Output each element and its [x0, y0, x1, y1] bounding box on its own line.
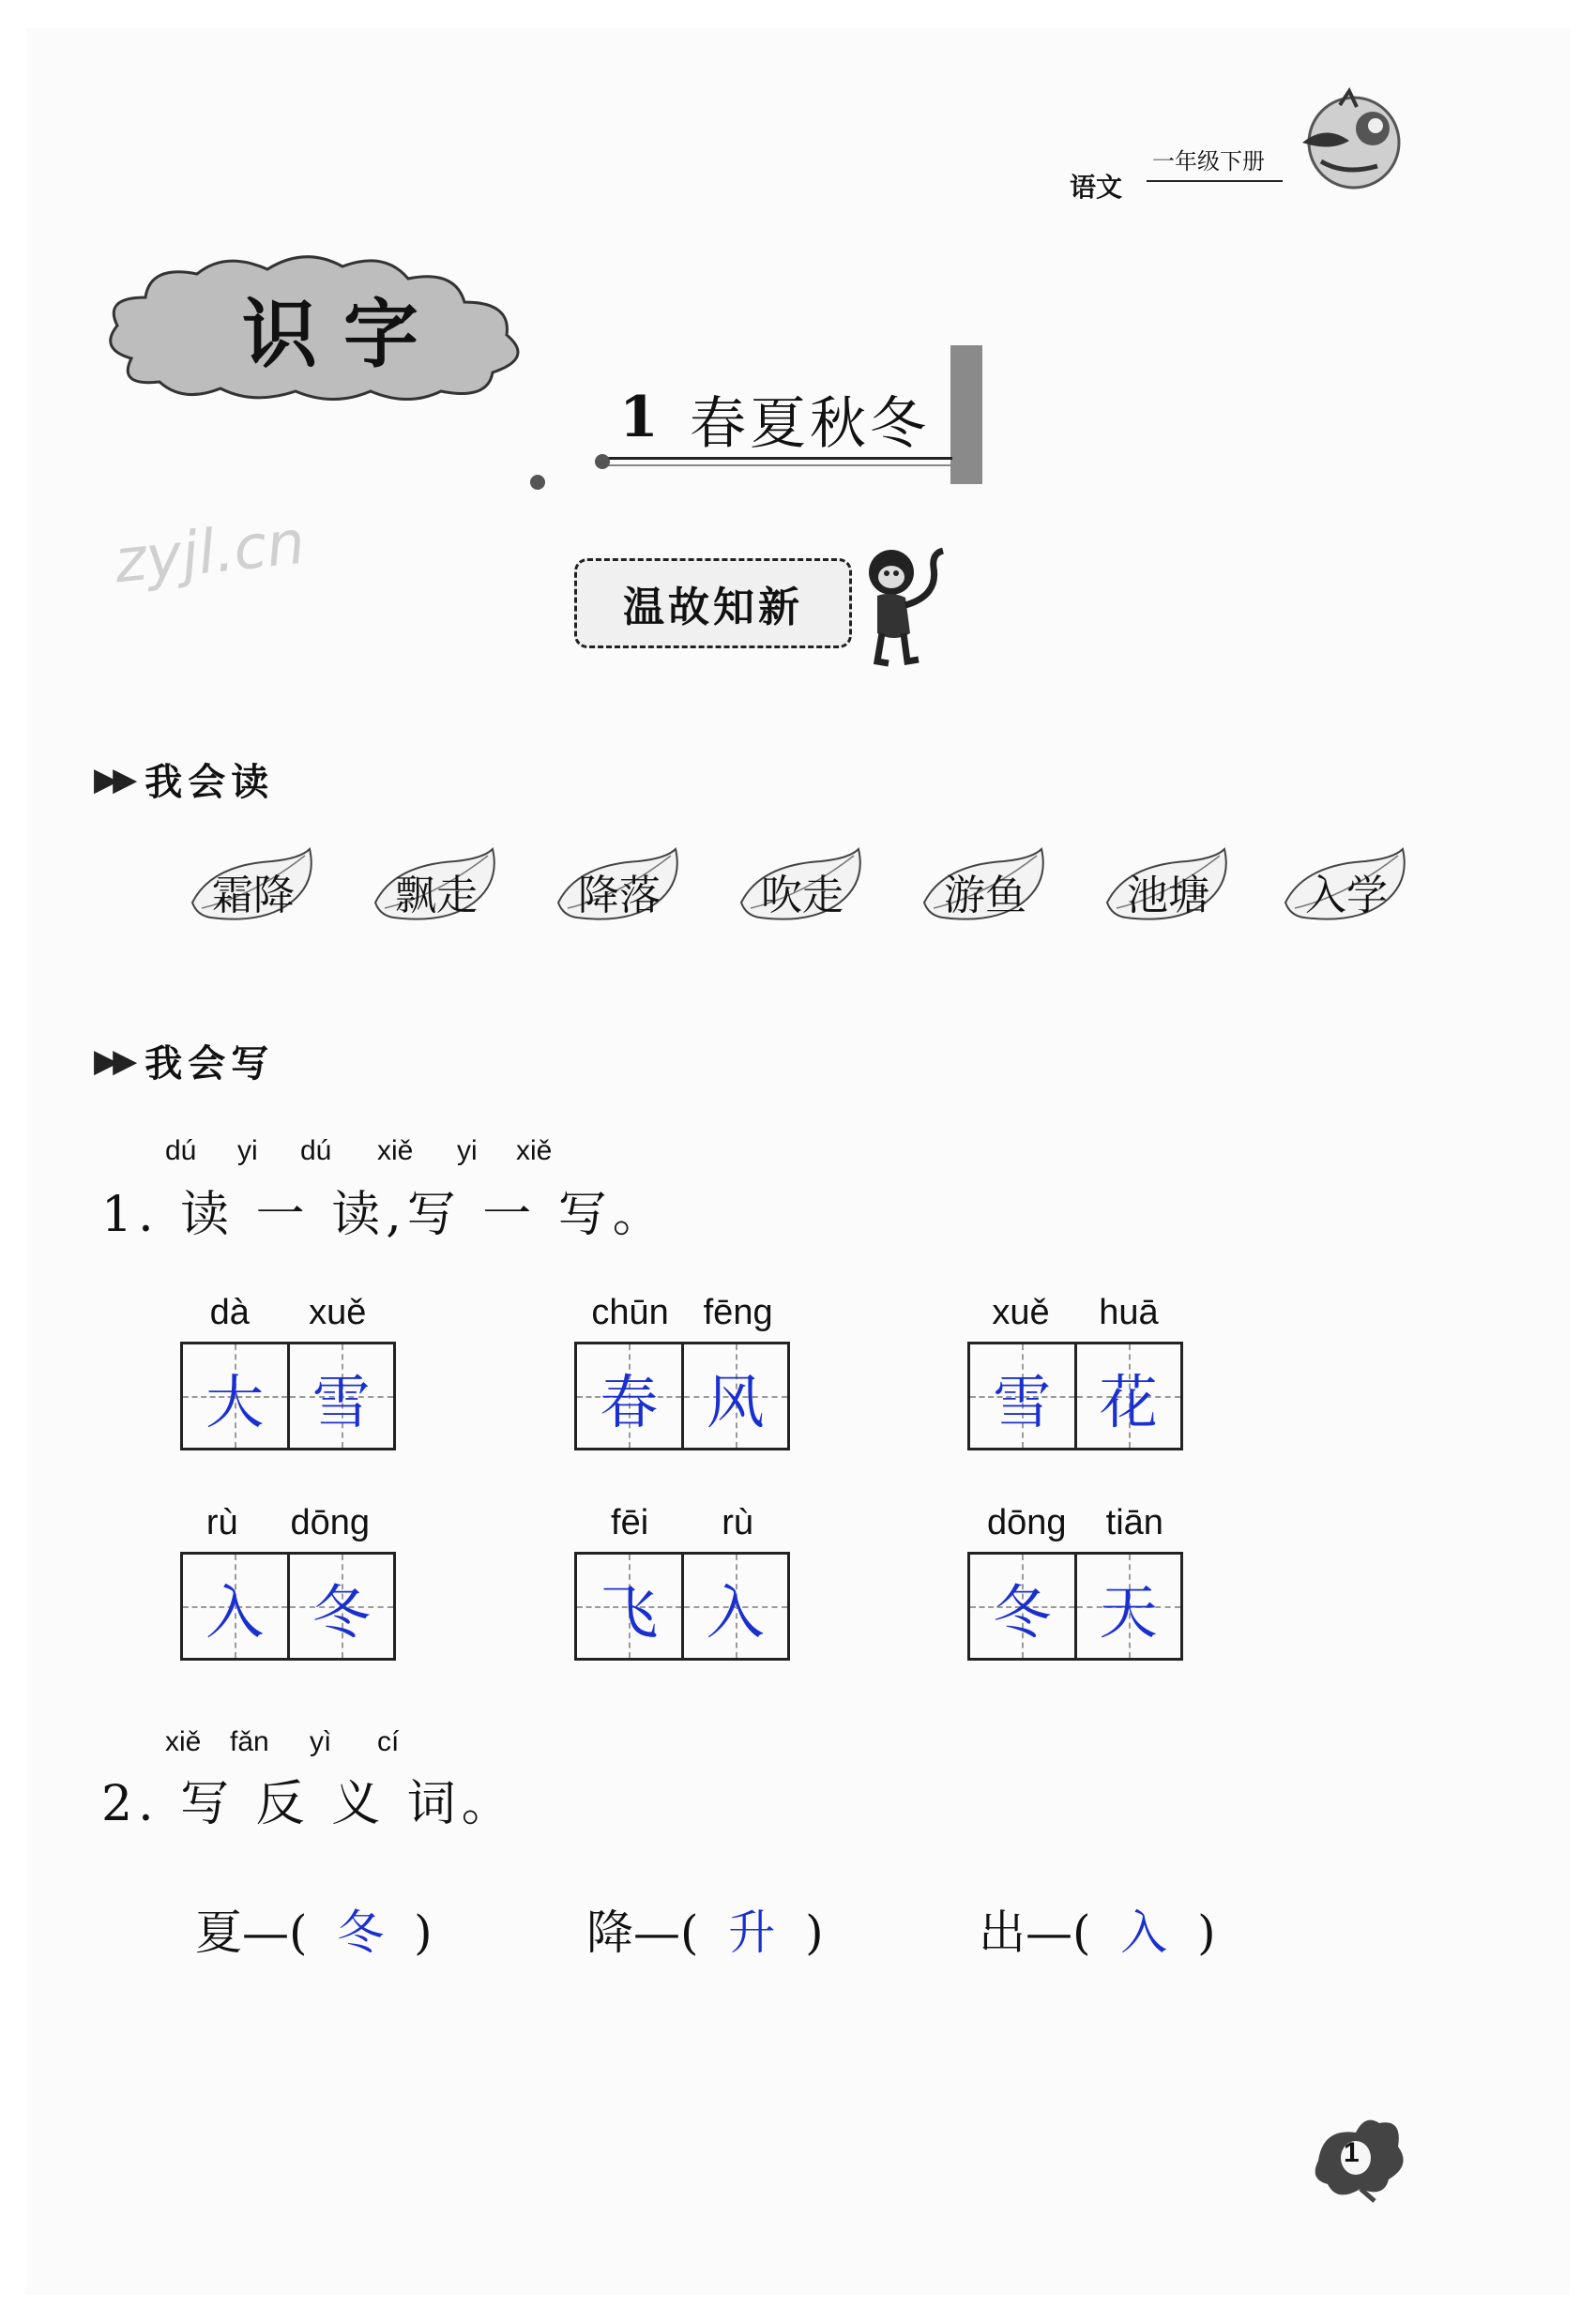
pinyin: dà: [209, 1293, 250, 1332]
answer-char: 大: [205, 1368, 265, 1436]
char-cell[interactable]: [681, 1344, 788, 1448]
word-leaf: [371, 844, 502, 929]
antonym-pair: 夏—( 冬 ): [195, 1905, 433, 1960]
q1-pinyin: dú: [165, 1135, 197, 1166]
pinyin: xuě: [309, 1293, 367, 1332]
word-leaf: [188, 844, 319, 929]
q2-pinyin: fǎn: [230, 1726, 269, 1757]
char-cell[interactable]: [1074, 1555, 1181, 1658]
writing-group: [967, 1503, 1183, 1661]
pinyin: huā: [1099, 1293, 1159, 1332]
antonym-answer[interactable]: 入: [1120, 1905, 1168, 1960]
answer-char: 天: [1099, 1578, 1158, 1647]
watermark: zyjl.cn: [111, 508, 309, 598]
section-heading-write: [94, 1034, 274, 1087]
page-number-leaf-icon: [1309, 2109, 1412, 2203]
writing-group: [574, 1503, 790, 1661]
lesson-number: 1: [619, 385, 659, 450]
grade-label: 一年级下册: [1152, 148, 1265, 175]
q2-pinyin: xiě: [165, 1726, 202, 1757]
tianzige-grid: [574, 1342, 790, 1450]
word-leaf: [554, 844, 685, 929]
word-text: 游鱼: [944, 872, 1026, 919]
char-cell[interactable]: [1074, 1344, 1181, 1448]
unit-title: 识字: [242, 291, 445, 378]
pinyin: rù: [205, 1503, 238, 1542]
word-text: 吹走: [761, 872, 844, 919]
lesson-title: 春夏秋冬: [690, 391, 930, 457]
q1-pinyin: xiě: [516, 1135, 553, 1166]
tianzige-grid: [574, 1552, 790, 1661]
header-rule: [1147, 180, 1283, 182]
antonym-answer[interactable]: 升: [728, 1905, 776, 1960]
answer-char: 雪: [993, 1368, 1052, 1436]
pinyin: fēng: [703, 1293, 773, 1332]
tianzige-grid: [180, 1552, 396, 1661]
pinyin: tiān: [1105, 1503, 1163, 1542]
monkey-icon: [849, 539, 952, 671]
word-leaf: [920, 844, 1051, 929]
antonym-pair: 降—( 升 ): [586, 1905, 824, 1960]
char-cell[interactable]: [183, 1344, 287, 1448]
char-cell[interactable]: [287, 1555, 394, 1658]
pinyin: dōng: [987, 1503, 1067, 1542]
answer-char: 冬: [993, 1578, 1052, 1647]
char-cell[interactable]: [577, 1555, 681, 1658]
writing-group: [967, 1293, 1183, 1450]
answer-char: 飞: [600, 1578, 659, 1647]
q1-pinyin: xiě: [377, 1135, 414, 1166]
word-text: 降落: [578, 872, 661, 919]
word-text: 飘走: [395, 872, 478, 919]
q1-pinyin: yi: [457, 1135, 478, 1166]
pinyin: fēi: [611, 1503, 649, 1542]
decor-dot: [530, 475, 545, 490]
writing-group: [574, 1293, 790, 1450]
answer-char: 入: [205, 1578, 265, 1647]
answer-char: 风: [706, 1368, 765, 1436]
header-emblem-icon: [1284, 86, 1410, 199]
char-cell[interactable]: [970, 1555, 1074, 1658]
word-text: 池塘: [1127, 872, 1209, 919]
review-label: 温故知新: [623, 584, 803, 631]
section-write-label: 我会写: [144, 1041, 275, 1086]
q2-pinyin: cí: [377, 1726, 400, 1757]
reading-words: [188, 844, 1407, 938]
char-cell[interactable]: [681, 1555, 788, 1658]
pinyin: chūn: [591, 1293, 669, 1332]
q2-pinyin: yì: [310, 1726, 332, 1757]
triangle-arrow-icon: ▶▶: [94, 760, 132, 798]
tianzige-grid: [967, 1342, 1183, 1450]
lesson-underline-thin: [600, 464, 952, 466]
char-cell[interactable]: [970, 1344, 1074, 1448]
char-cell[interactable]: [577, 1344, 681, 1448]
tianzige-grid: [967, 1552, 1183, 1661]
q1-pinyin: yi: [237, 1135, 258, 1166]
triangle-arrow-icon: ▶▶: [94, 1041, 132, 1080]
lesson-title-bar: [950, 345, 982, 484]
word-leaf: [737, 844, 868, 929]
page-number: 1: [1344, 2137, 1360, 2168]
pinyin: xuě: [992, 1293, 1050, 1332]
char-cell[interactable]: [287, 1344, 394, 1448]
answer-char: 冬: [312, 1578, 371, 1647]
word-text: 霜降: [212, 872, 295, 919]
answer-char: 花: [1099, 1368, 1158, 1436]
writing-group: [180, 1503, 396, 1661]
section-heading-read: [94, 752, 274, 806]
word-text: 入学: [1305, 872, 1388, 919]
answer-char: 雪: [312, 1368, 371, 1436]
antonym-word: 出: [979, 1905, 1026, 1960]
pinyin: dōng: [290, 1503, 371, 1542]
answer-char: 春: [600, 1368, 659, 1436]
q1-pinyin: dú: [300, 1135, 332, 1166]
char-cell[interactable]: [183, 1555, 287, 1658]
section-read-label: 我会读: [144, 760, 275, 804]
tianzige-grid: [180, 1342, 396, 1450]
word-leaf: [1281, 844, 1412, 929]
q2-prompt: 2. 写 反 义 词。: [101, 1776, 516, 1832]
antonym-answer[interactable]: 冬: [337, 1905, 385, 1960]
antonym-pair: 出—( 入 ): [979, 1905, 1216, 1960]
answer-char: 入: [706, 1578, 765, 1647]
q1-prompt: 1. 读 一 读,写 一 写。: [101, 1187, 667, 1243]
subject-label: 语文: [1070, 172, 1123, 203]
lesson-underline: [600, 457, 952, 460]
decor-dot: [595, 454, 610, 469]
antonym-word: 降: [586, 1905, 633, 1960]
antonym-word: 夏: [195, 1905, 242, 1960]
writing-group: [180, 1293, 396, 1450]
review-box: [574, 558, 852, 648]
word-leaf: [1102, 844, 1234, 929]
pinyin: rù: [722, 1503, 753, 1542]
